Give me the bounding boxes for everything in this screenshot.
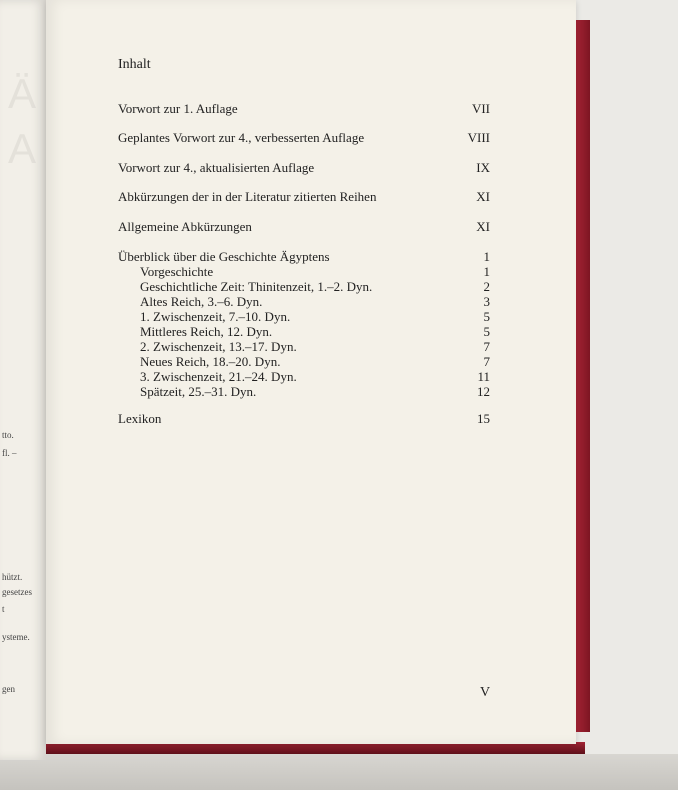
toc-sub-entry-page: 11 — [477, 369, 490, 384]
toc-sub-entry — [118, 384, 490, 399]
toc-entry — [118, 160, 490, 176]
left-page-fragment: fl. – — [2, 448, 17, 458]
toc-entry-label: Allgemeine Abkürzungen — [118, 219, 252, 234]
toc-entry — [118, 189, 490, 205]
toc-sub-entry — [118, 264, 490, 279]
toc-sub-entry — [118, 309, 490, 324]
toc-entry-label: Vorwort zur 1. Auflage — [118, 101, 238, 116]
toc-entry — [118, 249, 490, 265]
toc-sub-entry — [118, 369, 490, 384]
toc-entry-page: XI — [476, 189, 490, 204]
toc-sub-entry-label: 3. Zwischenzeit, 21.–24. Dyn. — [140, 369, 297, 384]
page-number: V — [480, 685, 491, 700]
toc-entry-page: 1 — [483, 249, 490, 264]
toc-sub-entry — [118, 294, 490, 309]
toc-entry-page: IX — [476, 160, 490, 175]
toc-sub-entry-label: Altes Reich, 3.–6. Dyn. — [140, 294, 263, 309]
bleed-through-text: Ä — [8, 70, 37, 117]
table-surface — [0, 754, 678, 790]
toc-sub-entry — [118, 339, 490, 354]
left-page-fragment: gen — [2, 684, 15, 694]
left-facing-page — [0, 0, 46, 760]
toc-sub-entry-page: 3 — [483, 294, 490, 309]
toc-entry-page: VII — [471, 101, 490, 116]
toc-sub-entry-label: Neues Reich, 18.–20. Dyn. — [140, 354, 281, 369]
toc-sub-entry-label: 1. Zwischenzeit, 7.–10. Dyn. — [140, 309, 291, 324]
toc-sub-entry — [118, 279, 490, 294]
toc-sub-entry-label: Spätzeit, 25.–31. Dyn. — [140, 384, 257, 399]
toc-sub-entry-page: 2 — [483, 279, 490, 294]
toc-sub-entry — [118, 324, 490, 339]
toc-entry-label: Überblick über die Geschichte Ägyptens — [118, 249, 330, 264]
toc-heading: Inhalt — [118, 57, 151, 72]
toc-entry-page: VIII — [467, 130, 490, 145]
toc-entry-label: Geplantes Vorwort zur 4., verbesserten Auflage — [118, 130, 365, 145]
left-page-fragment: gesetzes — [2, 587, 32, 597]
toc-entry-label: Vorwort zur 4., aktualisierten Auflage — [118, 160, 315, 175]
left-page-fragment: tto. — [2, 430, 14, 440]
toc-entry — [118, 219, 490, 235]
toc-entry — [118, 101, 490, 117]
toc-entry — [118, 411, 490, 427]
toc-sub-entry-page: 7 — [483, 354, 490, 369]
toc-sub-entry-page: 5 — [483, 309, 490, 324]
left-page-fragment: ysteme. — [2, 632, 30, 642]
toc-entry-page: XI — [476, 219, 490, 234]
left-page-fragment: hützt. — [2, 572, 23, 582]
toc-entry — [118, 130, 490, 146]
toc-sub-entry-label: Geschichtliche Zeit: Thinitenzeit, 1.–2. Dyn. — [140, 279, 373, 294]
toc-entry-label: Abkürzungen der in der Literatur zitierten Reihen — [118, 189, 377, 204]
bleed-through-text: A — [8, 125, 37, 172]
toc-sub-entry-page: 5 — [483, 324, 490, 339]
toc-sub-entry — [118, 354, 490, 369]
toc-sub-entry-page: 1 — [483, 264, 490, 279]
toc-entry-label: Lexikon — [118, 411, 162, 426]
toc-sub-entry-label: Vorgeschichte — [140, 264, 214, 279]
toc-sub-entry-page: 12 — [477, 384, 490, 399]
toc-sub-entry-label: 2. Zwischenzeit, 13.–17. Dyn. — [140, 339, 297, 354]
left-page-fragment: t — [2, 604, 5, 614]
toc-entry-page: 15 — [477, 411, 490, 426]
book-page — [46, 0, 576, 744]
toc-sub-entry-page: 7 — [483, 339, 490, 354]
toc-sub-entry-label: Mittleres Reich, 12. Dyn. — [140, 324, 273, 339]
